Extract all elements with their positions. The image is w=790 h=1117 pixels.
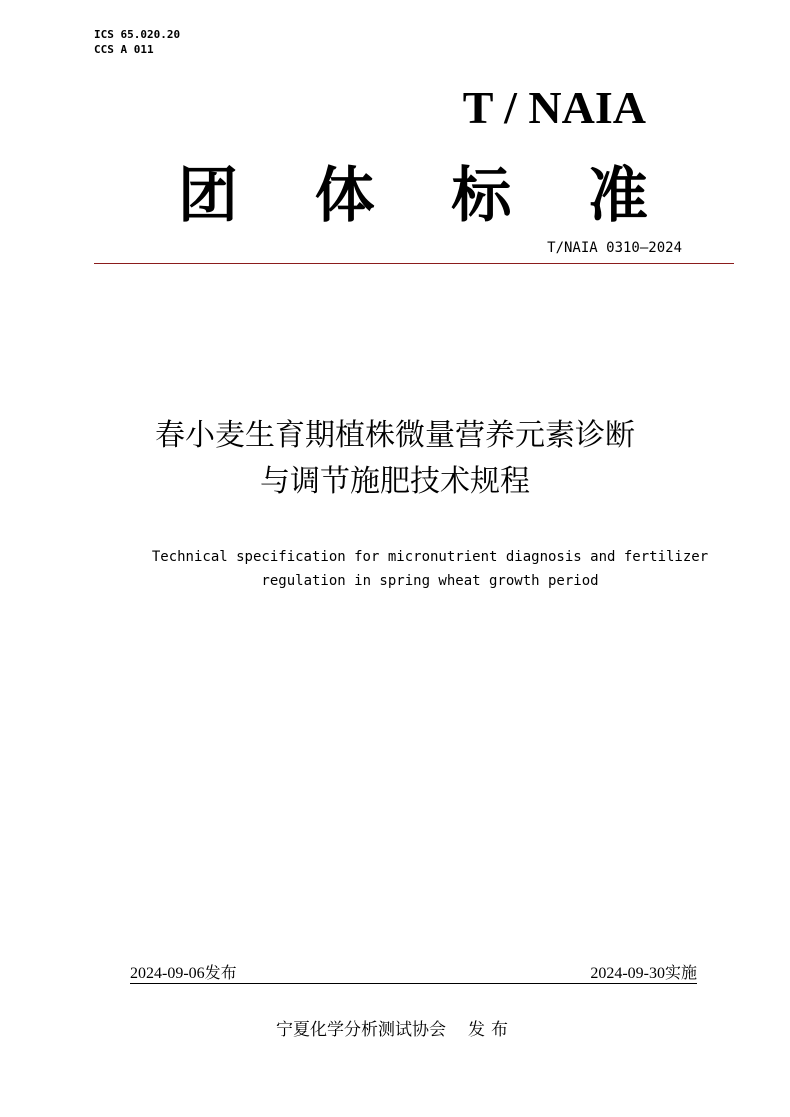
standard-type-char: 团: [178, 161, 238, 231]
standard-type-char: 体: [314, 161, 375, 231]
publisher-name: 宁夏化学分析测试协会: [276, 1020, 446, 1040]
classification-codes: [94, 27, 180, 57]
chinese-title-line-1: 春小麦生育期植株微量营养元素诊断: [155, 418, 635, 453]
date-divider: [130, 983, 697, 984]
english-title: [70, 545, 790, 593]
ics-code: ICS 65.020.20: [94, 28, 181, 41]
standard-type-heading: [178, 160, 648, 232]
publisher-issue-label: 发布: [468, 1020, 514, 1040]
standard-type-char: 标: [451, 161, 512, 231]
organization-code: T / NAIA: [462, 82, 646, 133]
implementation-date: 2024-09-30实施: [590, 965, 697, 982]
english-title-line-1: Technical specification for micronutrient diagnosis and fertilizer: [151, 549, 709, 565]
ccs-code: CCS A 011: [94, 43, 154, 56]
publisher-line: [0, 1018, 790, 1042]
standard-type-char: 准: [587, 161, 648, 231]
release-date: 2024-09-06发布: [130, 965, 237, 982]
header-divider: [94, 263, 734, 264]
chinese-title: [95, 413, 695, 505]
chinese-title-line-2: 与调节施肥技术规程: [260, 464, 530, 499]
english-title-line-2: regulation in spring wheat growth period: [261, 573, 599, 589]
standard-number: T/NAIA 0310—2024: [547, 240, 682, 256]
